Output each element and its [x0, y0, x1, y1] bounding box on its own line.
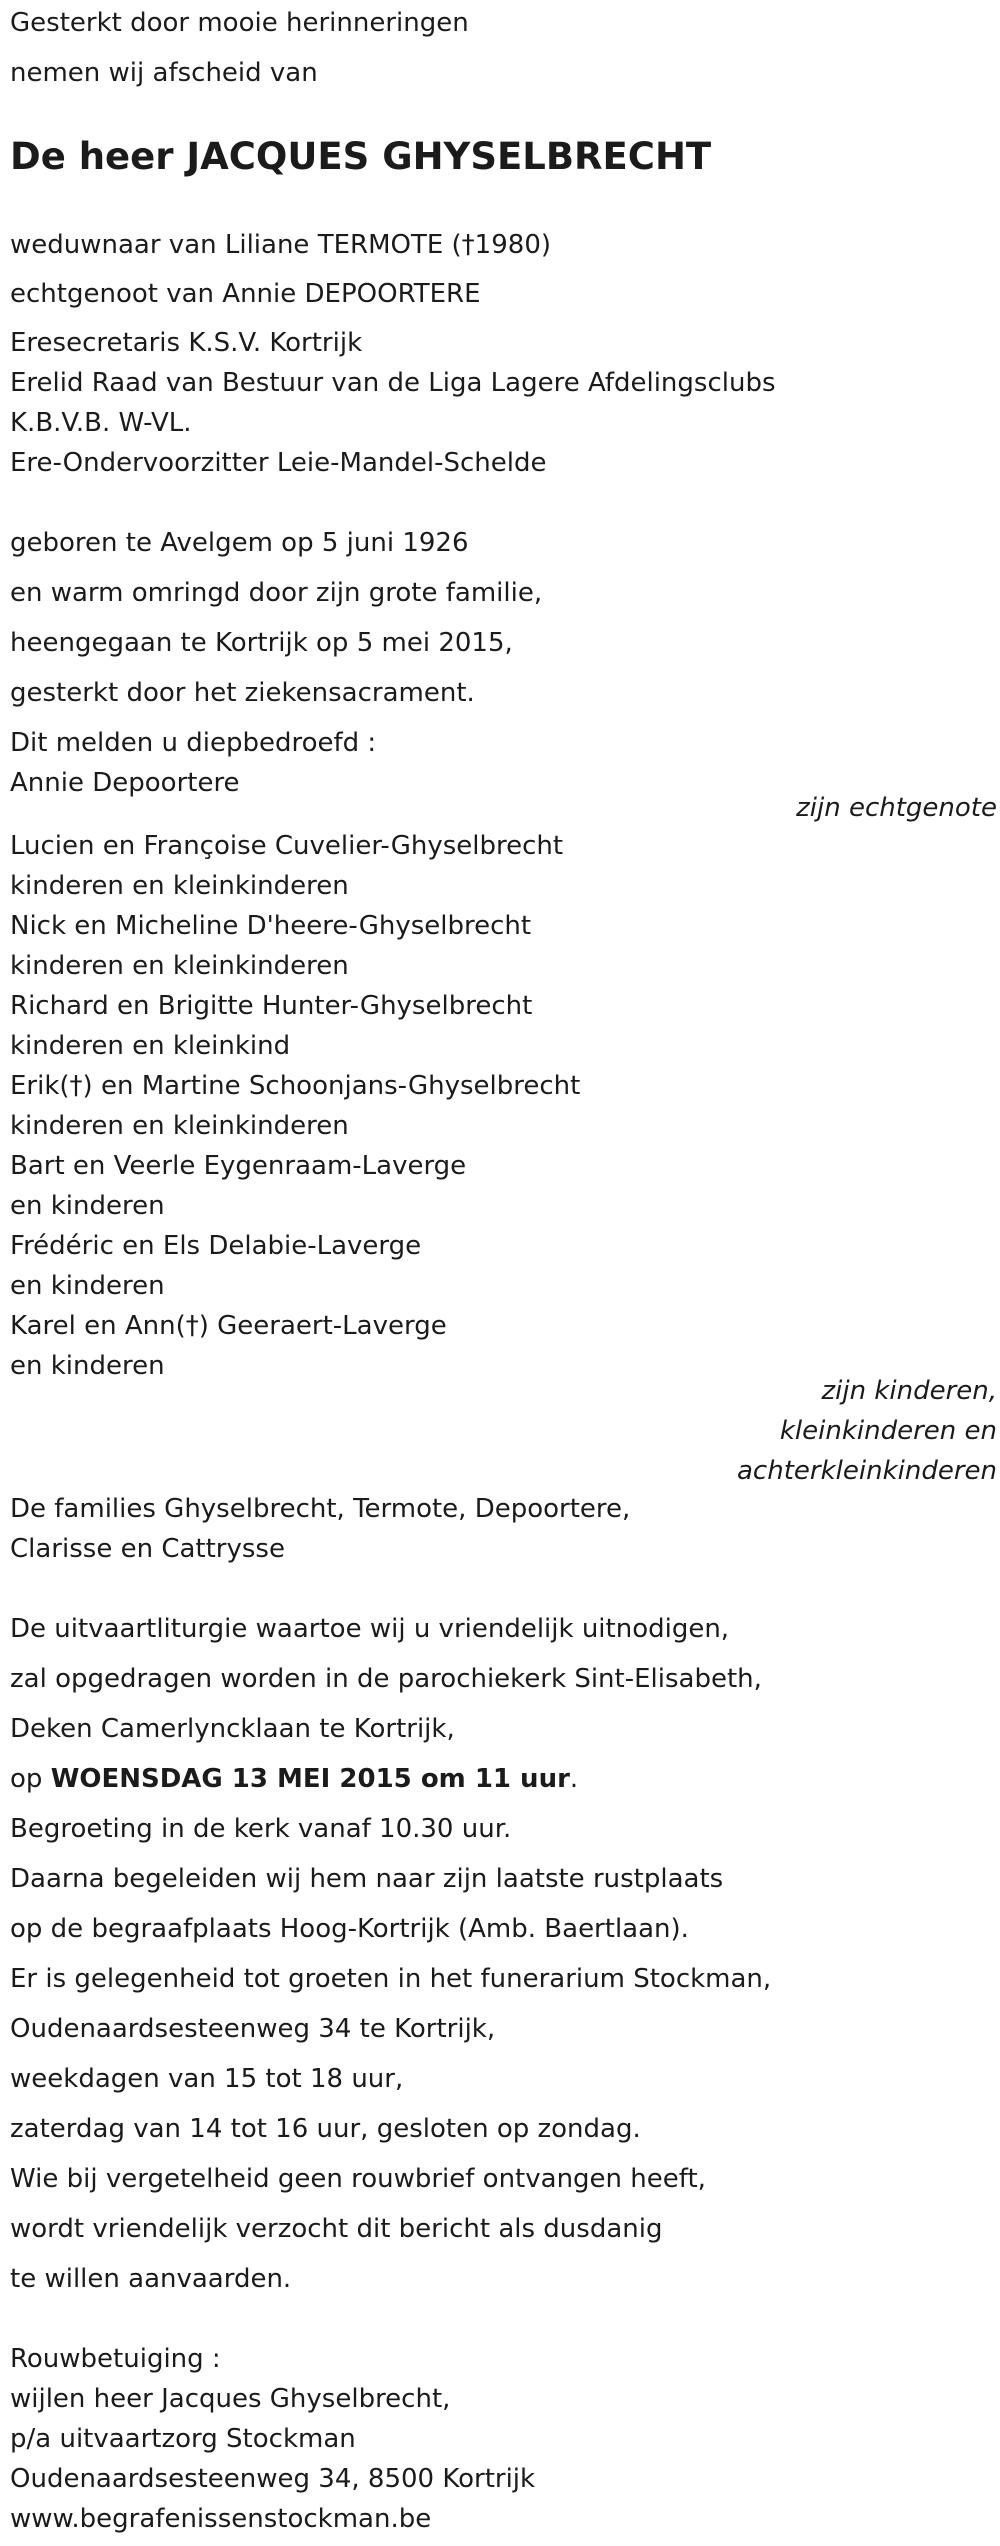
- children-line: Richard en Brigitte Hunter-Ghyselbrecht: [10, 991, 533, 1021]
- life-line: Annie Depoortere: [10, 768, 240, 798]
- children-line: kinderen en kleinkinderen: [10, 871, 349, 901]
- children-role: achterkleinkinderen: [737, 1456, 997, 1486]
- condolence-line: Rouwbetuiging :: [10, 2344, 221, 2374]
- service-line: Deken Camerlyncklaan te Kortrijk,: [10, 1714, 455, 1744]
- bio-line: echtgenoot van Annie DEPOORTERE: [10, 279, 481, 309]
- children-line: en kinderen: [10, 1191, 165, 1221]
- children-line: Karel en Ann(†) Geeraert-Laverge: [10, 1311, 447, 1341]
- children-line: Bart en Veerle Eygenraam-Laverge: [10, 1151, 467, 1181]
- service-line: Oudenaardsesteenweg 34 te Kortrijk,: [10, 2014, 496, 2044]
- service-line: Begroeting in de kerk vanaf 10.30 uur.: [10, 1814, 512, 1844]
- service-line: op de begraafplaats Hoog-Kortrijk (Amb. Baertlaan).: [10, 1914, 689, 1944]
- families-line: De families Ghyselbrecht, Termote, Depoortere,: [10, 1494, 631, 1524]
- children-line: en kinderen: [10, 1271, 165, 1301]
- children-line: Lucien en Françoise Cuvelier-Ghyselbrecht: [10, 831, 564, 861]
- spouse-role: zijn echtgenote: [796, 793, 997, 823]
- bio-line: Erelid Raad van Bestuur van de Liga Lagere Afdelingsclubs: [10, 368, 776, 398]
- deceased-name: De heer JACQUES GHYSELBRECHT: [10, 135, 712, 178]
- bio-line: Ere-Ondervoorzitter Leie-Mandel-Schelde: [10, 448, 547, 478]
- service-line: zal opgedragen worden in de parochiekerk Sint-Elisabeth,: [10, 1664, 762, 1694]
- bio-line: Eresecretaris K.S.V. Kortrijk: [10, 328, 363, 358]
- bio-line: weduwnaar van Liliane TERMOTE (†1980): [10, 230, 551, 260]
- condolence-line: wijlen heer Jacques Ghyselbrecht,: [10, 2384, 451, 2414]
- life-line: Dit melden u diepbedroefd :: [10, 728, 377, 758]
- service-date: WOENSDAG 13 MEI 2015 om 11 uur: [50, 1764, 570, 1794]
- families-line: Clarisse en Cattrysse: [10, 1534, 285, 1564]
- children-line: Nick en Micheline D'heere-Ghyselbrecht: [10, 911, 532, 941]
- children-line: kinderen en kleinkinderen: [10, 951, 349, 981]
- service-date-line: [10, 1762, 578, 1796]
- life-line: geboren te Avelgem op 5 juni 1926: [10, 528, 469, 558]
- service-line: Wie bij vergetelheid geen rouwbrief ontvangen heeft,: [10, 2164, 706, 2194]
- service-line: De uitvaartliturgie waartoe wij u vriendelijk uitnodigen,: [10, 1614, 730, 1644]
- date-suffix: .: [569, 1764, 579, 1794]
- website-link[interactable]: www.begrafenissenstockman.be: [10, 2504, 432, 2534]
- children-line: kinderen en kleinkind: [10, 1031, 291, 1061]
- life-line: en warm omringd door zijn grote familie,: [10, 578, 543, 608]
- date-prefix: op: [10, 1764, 51, 1794]
- bio-line: K.B.V.B. W-VL.: [10, 408, 192, 438]
- life-line: gesterkt door het ziekensacrament.: [10, 678, 475, 708]
- service-line: wordt vriendelijk verzocht dit bericht als dusdanig: [10, 2214, 663, 2244]
- children-line: Frédéric en Els Delabie-Laverge: [10, 1231, 422, 1261]
- service-line: weekdagen van 15 tot 18 uur,: [10, 2064, 404, 2094]
- service-line: Daarna begeleiden wij hem naar zijn laatste rustplaats: [10, 1864, 724, 1894]
- children-role: kleinkinderen en: [779, 1416, 997, 1446]
- intro-line: nemen wij afscheid van: [10, 58, 318, 88]
- children-line: kinderen en kleinkinderen: [10, 1111, 349, 1141]
- condolence-line: Oudenaardsesteenweg 34, 8500 Kortrijk: [10, 2464, 536, 2494]
- service-line: te willen aanvaarden.: [10, 2264, 292, 2294]
- life-line: heengegaan te Kortrijk op 5 mei 2015,: [10, 628, 513, 658]
- service-line: zaterdag van 14 tot 16 uur, gesloten op zondag.: [10, 2114, 641, 2144]
- service-line: Er is gelegenheid tot groeten in het funerarium Stockman,: [10, 1964, 772, 1994]
- intro-line: Gesterkt door mooie herinneringen: [10, 8, 469, 38]
- children-line: Erik(†) en Martine Schoonjans-Ghyselbrecht: [10, 1071, 581, 1101]
- children-role: zijn kinderen,: [821, 1376, 997, 1406]
- children-line: en kinderen: [10, 1351, 165, 1381]
- condolence-line: p/a uitvaartzorg Stockman: [10, 2424, 356, 2454]
